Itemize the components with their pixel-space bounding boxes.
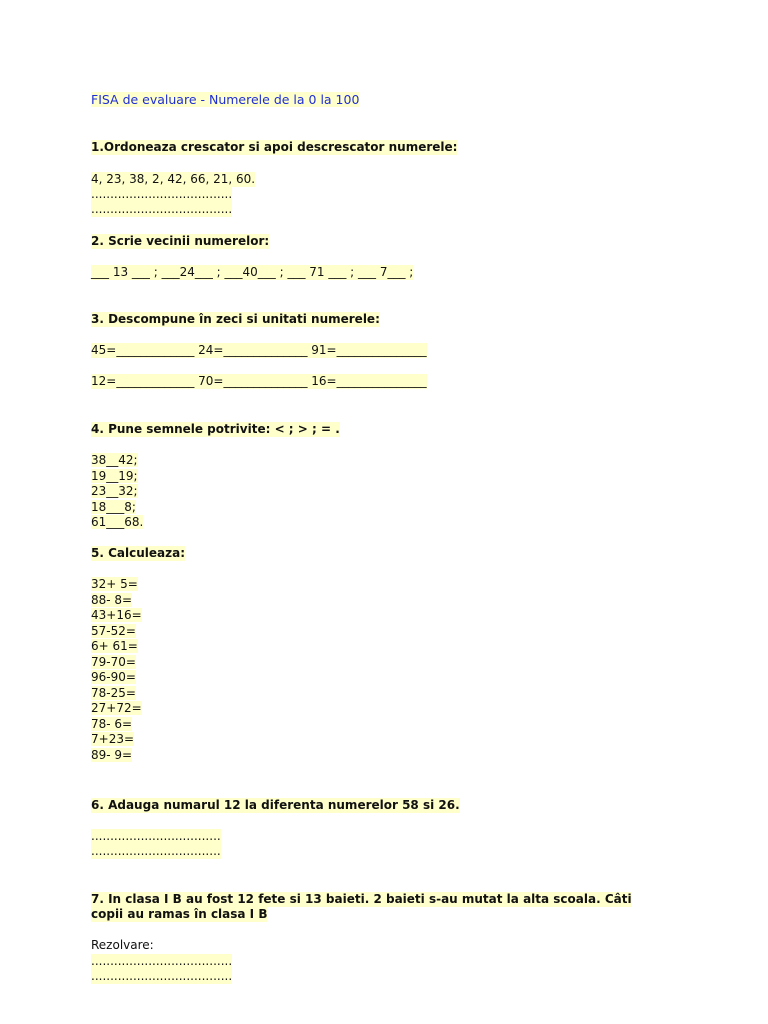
calc-item: 96-90= bbox=[91, 670, 136, 684]
answer-dotted-line: .................................. bbox=[91, 844, 221, 858]
worksheet bbox=[91, 0, 711, 1024]
question-1-heading: 1.Ordoneaza crescator si apoi descrescator numerele: bbox=[91, 140, 458, 154]
comparison-item: 18___8; bbox=[91, 499, 136, 514]
answer-dotted-line: ..................................... bbox=[91, 954, 233, 968]
answer-dotted-line: ..................................... bbox=[91, 202, 233, 216]
calc-item: 78- 6= bbox=[91, 716, 133, 731]
question-4-heading: 4. Pune semnele potrivite: < ; > ; = . bbox=[91, 422, 340, 436]
question-1-numbers: 4, 23, 38, 2, 42, 66, 21, 60. bbox=[91, 172, 256, 186]
question-2-exercise: ___ 13 ___ ; ___24___ ; ___40___ ; ___ 71 ___ ; ___ 7___ ; bbox=[91, 265, 414, 279]
calc-item: 32+ 5= bbox=[91, 577, 138, 591]
calc-item: 57-52= bbox=[91, 623, 136, 638]
question-2-heading: 2. Scrie vecinii numerelor: bbox=[91, 234, 270, 248]
question-3-heading: 3. Descompune în zeci si unitati numerele: bbox=[91, 312, 380, 326]
question-3-row: 45=_____________ 24=______________ 91=_______________ bbox=[91, 343, 427, 357]
question-5-items bbox=[91, 577, 142, 763]
comparison-item: 19__19; bbox=[91, 468, 138, 483]
calc-item: 6+ 61= bbox=[91, 639, 138, 653]
comparison-item: 61___68. bbox=[91, 515, 144, 529]
answer-dotted-line: ..................................... bbox=[91, 969, 233, 983]
calc-item: 7+23= bbox=[91, 732, 135, 746]
calc-item: 78-25= bbox=[91, 685, 136, 700]
question-7-heading: 7. In clasa I B au fost 12 fete si 13 baieti. 2 baieti s-au mutat la alta scoala. Câti bbox=[91, 892, 632, 906]
calc-item: 89- 9= bbox=[91, 747, 133, 762]
comparison-item: 23__32; bbox=[91, 484, 138, 498]
answer-dotted-line: .................................. bbox=[91, 829, 221, 843]
question-6-heading: 6. Adauga numarul 12 la diferenta numerelor 58 si 26. bbox=[91, 798, 460, 812]
calc-item: 43+16= bbox=[91, 608, 142, 622]
question-5-heading: 5. Calculeaza: bbox=[91, 546, 185, 560]
question-4-items bbox=[91, 453, 143, 531]
answer-dotted-line: ..................................... bbox=[91, 187, 233, 201]
question-3-row: 12=_____________ 70=______________ 16=_______________ bbox=[91, 374, 427, 388]
calc-item: 27+72= bbox=[91, 701, 142, 715]
comparison-item: 38__42; bbox=[91, 453, 138, 467]
question-7-heading-continued: copii au ramas în clasa I B bbox=[91, 907, 268, 921]
calc-item: 88- 8= bbox=[91, 592, 133, 607]
calc-item: 79-70= bbox=[91, 654, 136, 669]
solution-label: Rezolvare: bbox=[91, 938, 154, 952]
page-title: FISA de evaluare - Numerele de la 0 la 100 bbox=[91, 92, 360, 107]
